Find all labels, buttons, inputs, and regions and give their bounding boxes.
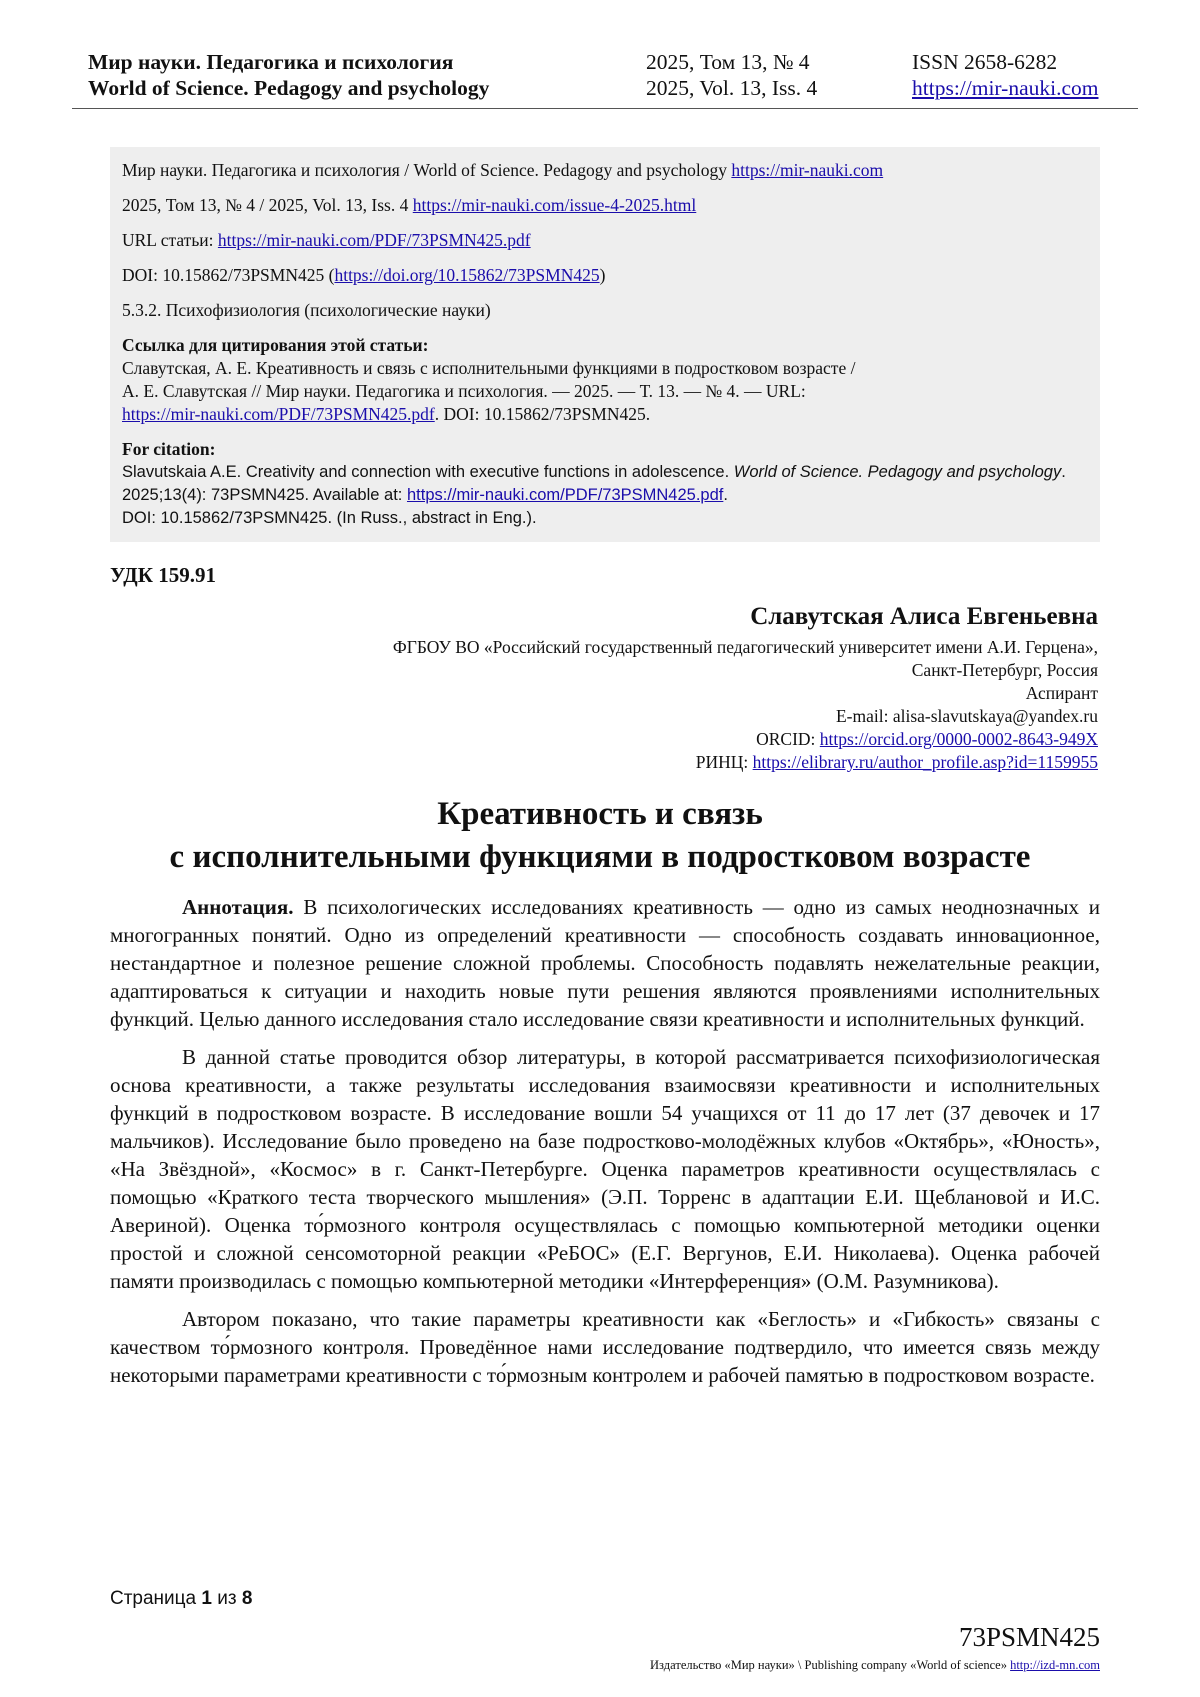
author-affiliation: ФГБОУ ВО «Российский государственный педагогический университет имени А.И. Герцена»,	[392, 637, 1098, 657]
citation-ru-title: Ссылка для цитирования этой статьи:	[122, 335, 429, 355]
journal-header	[72, 50, 1138, 102]
site-link[interactable]: https://mir-nauki.com	[912, 76, 1099, 100]
citation-ru-link[interactable]: https://mir-nauki.com/PDF/73PSMN425.pdf	[122, 404, 435, 424]
article-url-link[interactable]: https://mir-nauki.com/PDF/73PSMN425.pdf	[217, 230, 531, 250]
abstract-paragraph-1: Аннотация. В психологических исследованиях креативность — одно из самых неоднозначных и многогранных понятий. Одно из определений креативности — способность создавать инновационное, нестандартное и полезное решение сложной проблемы. Способность подавлять нежелательные реакции, адаптироваться к ситуации и находить новые пути решения являются проявлениями исполнительных функций. Целью данного исследования стало исследование связи креативности и исполнительных функций.	[110, 895, 1101, 1031]
author-orcid: ORCID: https://orcid.org/0000-0002-8643-949X	[756, 729, 1098, 749]
citation-ru: Ссылка для цитирования этой статьи: Славутская, А. Е. Креативность и связь с исполнительными функциями в подростковом возрасте / А. Е. Славутская // Мир науки. Педагогика и психология. — 2025. — Т. 13. — № 4. — URL: https://mir-nauki.com/PDF/73PSMN425.pdf. DOI: 10.15862/73PSMN425.	[122, 334, 1090, 426]
abstract-paragraph-3: Автором показано, что такие параметры креативности как «Беглость» и «Гибкость» связаны с качеством то́рмозного контроля. Проведённое нами исследование подтвердило, что имеется связь между некоторыми параметрами креативности с то́рмозным контролем и рабочей памятью в подростковом возрасте.	[110, 1307, 1100, 1387]
author-email: E-mail: alisa-slavutskaya@yandex.ru	[835, 706, 1098, 726]
article-url-line: URL статьи: https://mir-nauki.com/PDF/73PSMN425.pdf	[122, 230, 531, 250]
article-info-box	[110, 147, 1100, 542]
rinc-link[interactable]: https://elibrary.ru/author_profile.asp?id=1159955	[752, 752, 1098, 772]
abstract	[110, 893, 1100, 1399]
header-row-ru	[72, 50, 1138, 76]
citation-en-title: For citation:	[122, 439, 216, 459]
author-city: Санкт-Петербург, Россия	[911, 660, 1098, 680]
issue-info-en: 2025, Vol. 13, Iss. 4	[646, 76, 818, 100]
abstract-paragraph-2: В данной статье проводится обзор литературы, в которой рассматривается психофизиологическая основа креативности, а также результаты исследования взаимосвязи креативности и исполнительных функций в подростковом возрасте. В исследование вошли 54 учащихся от 11 до 17 лет (37 девочек и 17 мальчиков). Исследование было проведено на базе подростково-молодёжных клубов «Октябрь», «Юность», «На Звёздной», «Космос» в г. Санкт-Петербурге. Оценка параметров креативности осуществлялась с помощью «Краткого теста творческого мышления» (Э.П. Торренс в адаптации Е.И. Щеблановой и И.С. Авериной). Оценка то́рмозного контроля осуществлялась с помощью компьютерной методики оценки простой и сложной сенсомоторной реакции «РеБОС» (Е.Г. Вергунов, Е.И. Николаева). Оценка рабочей памяти производилась с помощью компьютерной методики «Интерференция» (О.М. Разумникова).	[110, 1045, 1100, 1293]
page-number: Страница 1 из 8	[110, 1588, 253, 1609]
udk-code: УДК 159.91	[110, 563, 216, 587]
journal-name-ru: Мир науки. Педагогика и психология	[88, 50, 454, 74]
journal-line: Мир науки. Педагогика и психология / World of Science. Pedagogy and psychology https://mir-nauki.com	[122, 160, 884, 180]
author-name: Славутская Алиса Евгеньевна	[750, 603, 1098, 630]
issue-url-link[interactable]: https://mir-nauki.com/issue-4-2025.html	[412, 195, 697, 215]
author-rinc: РИНЦ: https://elibrary.ru/author_profile.asp?id=1159955	[695, 752, 1098, 772]
journal-url-link[interactable]: https://mir-nauki.com	[731, 160, 884, 180]
publisher-line: Издательство «Мир науки» \ Publishing company «World of science» http://izd-mn.com	[650, 1658, 1100, 1672]
orcid-link[interactable]: https://orcid.org/0000-0002-8643-949X	[819, 729, 1098, 749]
issue-info-ru: 2025, Том 13, № 4	[646, 50, 810, 74]
citation-en: For citation: Slavutskaia A.E. Creativity and connection with executive functions in adolescence. World of Science. Pedagogy and psychology. 2025;13(4): 73PSMN425. Available at: https://mir-nauki.com/PDF/73PSMN425.pdf. DOI: 10.15862/73PSMN425. (In Russ., abstract in Eng.).	[122, 438, 1090, 530]
publisher-link[interactable]: http://izd-mn.com	[1010, 1658, 1100, 1672]
specialty-line: 5.3.2. Психофизиология (психологические науки)	[122, 300, 491, 320]
issn: ISSN 2658-6282	[912, 50, 1058, 74]
journal-name-en: World of Science. Pedagogy and psychology	[88, 76, 490, 100]
doi-line: DOI: 10.15862/73PSMN425 (https://doi.org/10.15862/73PSMN425)	[122, 265, 606, 285]
author-block	[198, 600, 1098, 774]
header-row-en	[72, 76, 1138, 102]
citation-en-link[interactable]: https://mir-nauki.com/PDF/73PSMN425.pdf	[406, 486, 724, 504]
article-code: 73PSMN425	[958, 1622, 1100, 1652]
doi-link[interactable]: https://doi.org/10.15862/73PSMN425	[334, 265, 600, 285]
abstract-label: Аннотация.	[182, 895, 294, 919]
issue-line: 2025, Том 13, № 4 / 2025, Vol. 13, Iss. 4 https://mir-nauki.com/issue-4-2025.html	[122, 195, 697, 215]
article-title: Креативность и связь с исполнительными функциями в подростковом возрасте	[169, 796, 1031, 875]
author-position: Аспирант	[1025, 683, 1098, 703]
header-divider	[72, 108, 1138, 109]
